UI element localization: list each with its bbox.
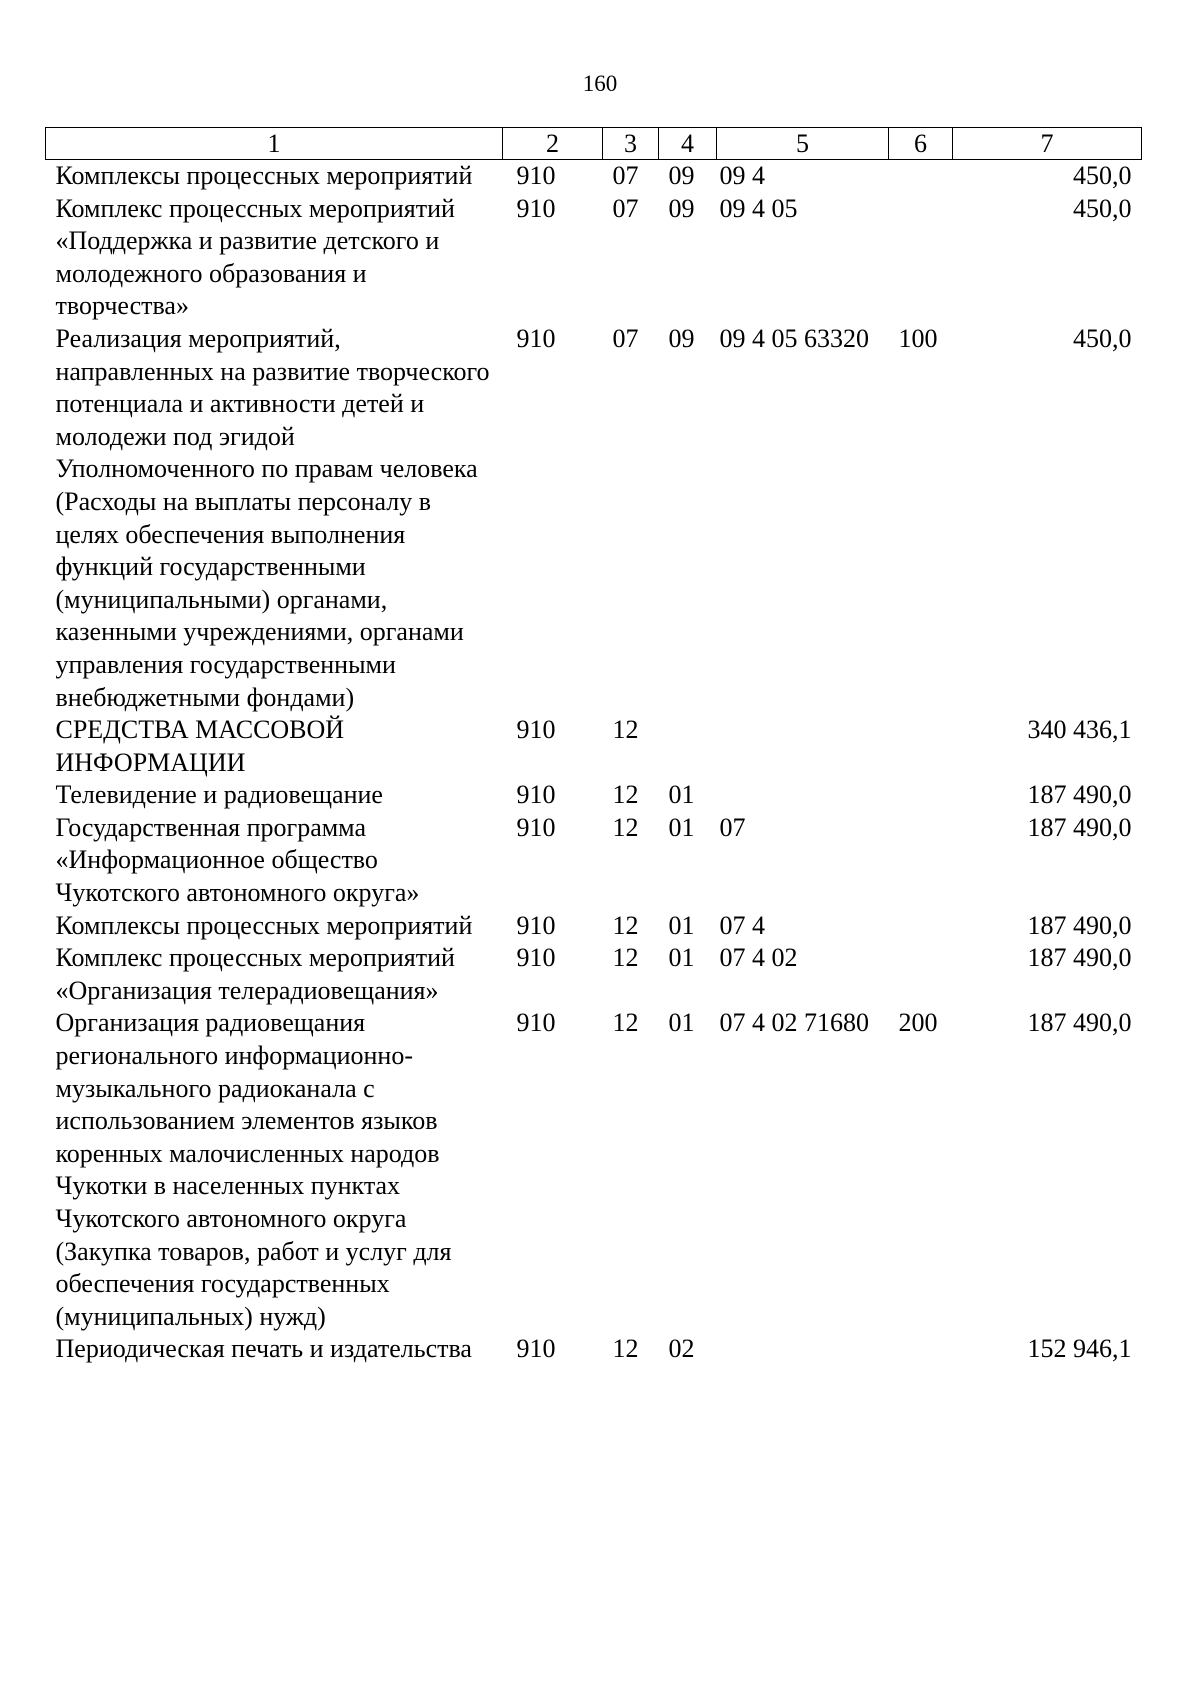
table-row <box>46 1333 1142 1366</box>
row-target-article <box>717 779 889 812</box>
header-col-6: 6 <box>889 128 953 160</box>
table-row <box>46 812 1142 910</box>
row-subsection: 09 <box>668 161 695 190</box>
header-col-2: 2 <box>503 128 603 160</box>
row-target-article <box>717 1333 889 1366</box>
row-name: Реализация мероприятий, направленных на развитие творческого потенциала и активности детей и молодежи под эгидой Уполномоченного по правам человека (Расходы на выплаты персоналу в целях обеспечения выполнения функций государственными (муниципальными) органами, казенными учреждениями, органами управления государственными внебюджетными фондами) <box>55 323 490 712</box>
row-amount: 450,0 <box>1073 193 1132 223</box>
row-expense-type <box>889 160 953 193</box>
row-admin-code: 910 <box>516 1008 556 1038</box>
row-target-article <box>717 714 889 779</box>
row-amount: 187 490,0 <box>1027 1008 1132 1038</box>
row-target-article: 09 4 <box>719 161 765 190</box>
table-row <box>46 323 1142 714</box>
table-row <box>46 910 1142 943</box>
row-amount: 152 946,1 <box>1027 1334 1132 1364</box>
row-name: Комплексы процессных мероприятий <box>55 910 473 940</box>
row-expense-type <box>889 910 953 943</box>
table-body <box>46 160 1142 1366</box>
row-subsection: 01 <box>668 943 695 973</box>
row-amount: 450,0 <box>1073 161 1132 190</box>
row-section: 12 <box>612 812 639 842</box>
row-subsection: 01 <box>668 1008 695 1038</box>
row-admin-code: 910 <box>516 193 556 223</box>
header-col-3: 3 <box>603 128 659 160</box>
row-amount: 187 490,0 <box>1027 910 1132 940</box>
row-subsection: 09 <box>668 193 695 223</box>
table-row <box>46 1007 1142 1333</box>
row-section: 12 <box>612 715 639 745</box>
header-col-4: 4 <box>659 128 717 160</box>
table-row <box>46 193 1142 323</box>
row-admin-code: 910 <box>516 1334 556 1364</box>
page-number: 160 <box>582 71 618 96</box>
row-subsection: 01 <box>668 780 695 810</box>
row-section: 07 <box>612 161 639 190</box>
row-target-article: 09 4 05 63320 <box>719 323 869 353</box>
row-section: 12 <box>612 1008 639 1038</box>
row-amount: 450,0 <box>1073 323 1132 353</box>
row-name: Государственная программа «Информационное общество Чукотского автономного округа» <box>55 812 420 908</box>
row-name: Периодическая печать и издательства <box>55 1334 472 1364</box>
row-expense-type <box>889 812 953 910</box>
table-header <box>46 128 1142 160</box>
row-section: 07 <box>612 323 639 353</box>
table-row <box>46 779 1142 812</box>
row-amount: 187 490,0 <box>1027 943 1132 973</box>
row-section: 12 <box>612 780 639 810</box>
row-target-article: 07 4 02 71680 <box>719 1008 869 1038</box>
row-target-article: 07 4 <box>719 910 765 940</box>
row-name: Комплексы процессных мероприятий <box>55 161 473 190</box>
row-name: СРЕДСТВА МАССОВОЙ ИНФОРМАЦИИ <box>55 715 345 777</box>
row-subsection <box>659 714 717 779</box>
row-expense-type <box>889 942 953 1007</box>
row-expense-type <box>889 1333 953 1366</box>
row-admin-code: 910 <box>516 161 556 190</box>
row-target-article: 07 4 02 <box>719 943 798 973</box>
row-admin-code: 910 <box>516 910 556 940</box>
row-expense-type: 200 <box>898 1008 938 1038</box>
header-col-1: 1 <box>46 128 503 160</box>
row-section: 12 <box>612 1334 639 1364</box>
row-admin-code: 910 <box>516 780 556 810</box>
row-expense-type <box>889 193 953 323</box>
table-row <box>46 160 1142 193</box>
table-row <box>46 942 1142 1007</box>
row-subsection: 09 <box>668 323 695 353</box>
row-expense-type: 100 <box>898 323 938 353</box>
table-row <box>46 714 1142 779</box>
header-col-5: 5 <box>717 128 889 160</box>
row-expense-type <box>889 714 953 779</box>
row-target-article: 09 4 05 <box>719 193 798 223</box>
row-amount: 187 490,0 <box>1027 812 1132 842</box>
row-admin-code: 910 <box>516 715 556 745</box>
row-name: Комплекс процессных мероприятий «Организация телерадиовещания» <box>55 943 455 1005</box>
row-target-article: 07 <box>719 812 746 842</box>
row-expense-type <box>889 779 953 812</box>
row-admin-code: 910 <box>516 812 556 842</box>
row-name: Телевидение и радиовещание <box>55 780 383 810</box>
row-admin-code: 910 <box>516 323 556 353</box>
header-col-7: 7 <box>953 128 1142 160</box>
row-section: 07 <box>612 193 639 223</box>
header-row <box>46 128 1142 160</box>
row-subsection: 02 <box>668 1334 695 1364</box>
row-section: 12 <box>612 943 639 973</box>
row-subsection: 01 <box>668 812 695 842</box>
row-amount: 340 436,1 <box>1027 715 1132 745</box>
row-subsection: 01 <box>668 910 695 940</box>
row-section: 12 <box>612 910 639 940</box>
row-admin-code: 910 <box>516 943 556 973</box>
budget-table <box>45 127 1142 1366</box>
row-name: Организация радиовещания регионального информационно-музыкального радиоканала с использованием элементов языков коренных малочисленных народов Чукотки в населенных пунктах Чукотского автономного округа (Закупка товаров, работ и услуг для обеспечения государственных (муниципальных) нужд) <box>55 1008 452 1331</box>
row-amount: 187 490,0 <box>1027 780 1132 810</box>
row-name: Комплекс процессных мероприятий «Поддержка и развитие детского и молодежного образования и творчества» <box>55 193 455 321</box>
